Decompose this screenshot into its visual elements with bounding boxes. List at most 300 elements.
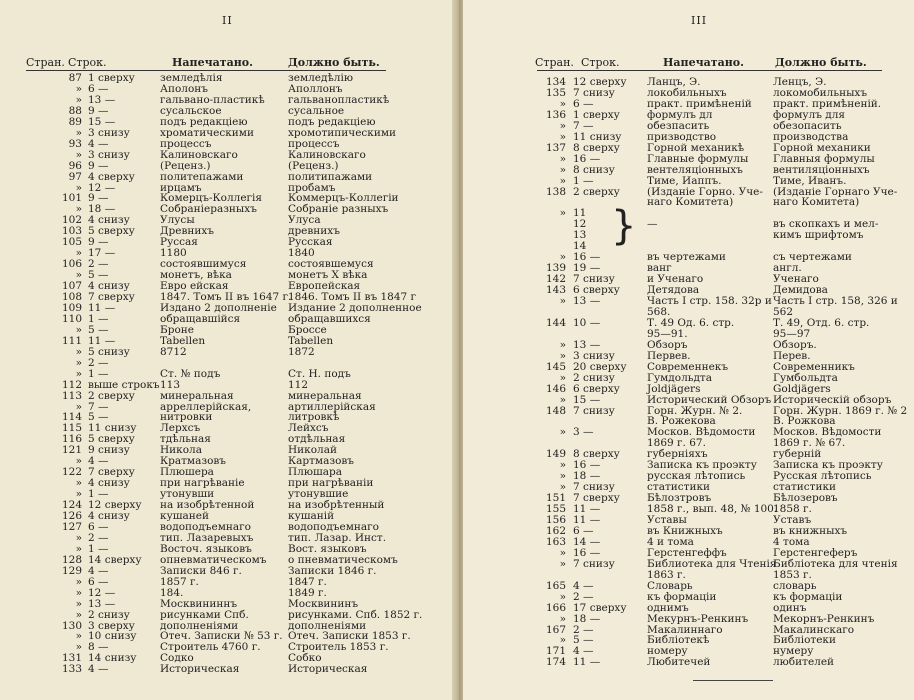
errata-row [463, 230, 914, 241]
page-cell: 106 [61, 258, 82, 271]
page-cell: » [559, 393, 566, 406]
printed-cell: Ст. № подъ [160, 367, 221, 380]
page-cell: 112 [61, 378, 82, 391]
printed-cell: 1869 г. 67. [647, 437, 706, 450]
line-cell: 2 сверху [573, 185, 620, 198]
errata-row [463, 252, 914, 263]
line-cell: 12 [573, 218, 587, 231]
page-cell: 113 [61, 389, 82, 402]
page-cell: 139 [545, 262, 566, 275]
correct-cell: хромотипическими [288, 126, 397, 139]
line-cell: 4 снизу [88, 510, 130, 522]
printed-cell: Макалиннаго [647, 623, 723, 636]
printed-cell: Собраніеразныхъ [160, 203, 257, 216]
printed-cell: Строитель 4760 г. [160, 641, 261, 654]
correct-cell: Ст. Н. подъ [288, 367, 351, 380]
correct-cell: любителей [773, 656, 835, 669]
correct-cell: Лейхсъ [288, 422, 329, 435]
page-cell: 133 [61, 663, 82, 676]
correct-cell: статистики [773, 481, 837, 494]
printed-cell: 4 и тома [647, 535, 694, 548]
line-cell: 3 снизу [88, 126, 130, 139]
errata-row [0, 391, 455, 402]
line-cell: 13 — [88, 597, 116, 610]
printed-cell: Улусы [160, 214, 195, 227]
page-cell: » [75, 542, 82, 555]
printed-cell: минеральная [160, 389, 234, 402]
errata-row [463, 384, 914, 395]
line-cell: 14 [573, 240, 587, 253]
correct-cell: монетъ X вѣка [288, 269, 368, 282]
line-cell: 12 — [88, 586, 116, 599]
line-cell: 17 — [88, 247, 116, 260]
correct-cell: Гумбольдта [773, 371, 838, 384]
line-cell: 5 снизу [88, 345, 130, 358]
page-number: III [691, 14, 708, 27]
page-cell: » [75, 367, 82, 380]
line-cell: 5 сверху [88, 433, 135, 446]
line-cell: 2 — [573, 623, 594, 636]
correct-cell: Европейская [288, 280, 361, 293]
line-cell: 7 сверху [88, 466, 135, 479]
printed-cell: въ чертежами [647, 251, 726, 264]
correct-cell: литровкѣ [288, 411, 340, 424]
correct-cell: Плюшара [288, 466, 342, 479]
printed-cell: Тиме, Иаппъ. [647, 174, 722, 187]
line-cell: 11 — [88, 301, 116, 314]
correct-cell: обращавшихся [288, 312, 371, 325]
page-cell: » [75, 203, 82, 216]
errata-row [0, 369, 455, 380]
page-cell: 130 [61, 619, 82, 632]
page-cell: 109 [61, 301, 82, 314]
correct-cell: 562 [773, 305, 794, 318]
line-cell: 16 — [573, 152, 601, 165]
header-should-be: Должно быть. [775, 56, 867, 69]
line-cell: 20 сверху [573, 360, 627, 373]
line-cell: 5 — [88, 411, 109, 424]
printed-cell: Библиотека для Чтенія [647, 557, 777, 570]
correct-cell: пробамъ [288, 181, 336, 194]
correct-cell: Горн. Журн. 1869 г. № 2 [773, 404, 908, 417]
printed-cell: процессъ [160, 137, 212, 150]
printed-cell: политепажами [160, 170, 244, 183]
line-cell: 6 сверху [573, 382, 620, 395]
line-cell: 2 снизу [573, 371, 615, 384]
page-cell: » [75, 641, 82, 654]
correct-cell: Коммерцъ-Коллегіи [288, 192, 399, 205]
line-cell: 13 [573, 229, 587, 242]
printed-cell: Детядова [647, 284, 700, 297]
line-cell: 1 — [88, 312, 109, 325]
page-cell: » [75, 126, 82, 139]
line-cell: 7 снизу [573, 86, 615, 99]
correct-cell: Историческая [288, 663, 368, 676]
correct-cell: Издание 2 дополненное [288, 301, 422, 314]
line-cell: 9 — [88, 236, 109, 249]
correct-cell: (Реценз.) [288, 159, 339, 172]
page-cell: 121 [61, 444, 82, 457]
correct-cell: 1847 г. [288, 575, 327, 588]
correct-cell: 1846. Томъ II въ 1847 г [288, 291, 417, 303]
printed-cell: состоявшимуся [160, 258, 247, 271]
printed-cell: Москов. Вѣдомости [647, 426, 756, 439]
line-cell: 11 [573, 207, 587, 220]
line-cell: 4 снизу [88, 280, 130, 293]
line-cell: 4 снизу [88, 214, 130, 227]
page-cell: 122 [61, 466, 82, 479]
printed-cell: Историческая [160, 663, 240, 676]
line-cell: 9 — [88, 159, 109, 172]
page-cell: » [75, 608, 82, 621]
printed-cell: Издано 2 дополненіе [160, 301, 277, 314]
correct-cell: Часть I стр. 158, 326 и [773, 295, 898, 307]
printed-cell: — [647, 218, 658, 231]
printed-cell: Записка къ проэкту [647, 459, 757, 472]
left-page [0, 0, 455, 700]
printed-cell: Мекурнъ-Ренкинъ [647, 612, 749, 625]
correct-cell: политипажами [288, 170, 373, 183]
errata-row [463, 395, 914, 406]
printed-cell: локобильныхъ [647, 86, 727, 99]
line-cell: 11 — [573, 656, 601, 669]
line-cell: 7 снизу [573, 481, 615, 494]
header-printed: Напечатано. [663, 56, 744, 69]
printed-cell: 184. [160, 586, 184, 599]
printed-cell: арреллерійская, [160, 400, 252, 413]
printed-cell: Любитечей [647, 656, 711, 669]
correct-cell: вентиляціонныхъ [773, 163, 870, 176]
page-cell: 114 [61, 411, 82, 424]
correct-cell: въ книжныхъ [773, 524, 848, 537]
printed-cell: 95—91. [647, 327, 688, 340]
line-cell: 18 — [573, 470, 601, 483]
page-cell: 151 [545, 492, 566, 505]
page-cell: » [559, 152, 566, 165]
printed-cell: дополненіями [160, 619, 239, 632]
printed-cell: Лерхсъ [160, 422, 201, 435]
page-cell: 131 [61, 652, 82, 665]
correct-cell: Броссе [288, 323, 327, 336]
printed-cell: опневматическомъ [160, 553, 267, 566]
correct-cell: Картмазовъ [288, 455, 354, 468]
correct-cell: Т. 49, Отд. 6. стр. [773, 316, 870, 329]
brace-glyph: } [611, 203, 637, 249]
correct-cell: Собко [288, 652, 322, 665]
page-cell: 156 [545, 514, 566, 526]
line-cell: 13 — [573, 295, 601, 307]
page-cell: 149 [545, 448, 566, 461]
page-cell: 110 [61, 312, 82, 325]
errata-row [463, 329, 914, 340]
page-cell: » [559, 426, 566, 439]
page-cell: » [75, 323, 82, 336]
line-cell: 16 — [573, 251, 601, 264]
page-cell: » [559, 338, 566, 351]
printed-cell: подъ редакціею [160, 115, 248, 128]
line-cell: 11 — [573, 514, 601, 526]
correct-cell: Ленцъ, Э. [773, 76, 827, 88]
errata-row [0, 380, 455, 391]
page-cell: 174 [545, 656, 566, 669]
correct-cell: рисунками. Спб. 1852 г. [288, 608, 423, 621]
page-cell: 111 [61, 334, 82, 347]
printed-cell: статистики [647, 481, 711, 494]
printed-cell: тдѣльная [160, 433, 211, 446]
page-cell: » [75, 247, 82, 260]
correct-cell: Современникъ [773, 360, 855, 373]
correct-cell: Николай [288, 444, 337, 457]
printed-cell: Отеч. Записки № 53 г. [160, 630, 283, 643]
errata-row [0, 347, 455, 358]
errata-row [463, 504, 914, 515]
page-cell: » [559, 557, 566, 570]
errata-row [0, 588, 455, 599]
correct-cell: подъ редакціею [288, 115, 376, 128]
page-cell: 124 [61, 499, 82, 512]
header-page: Стран. [26, 56, 65, 69]
line-cell: 19 — [573, 262, 601, 275]
line-cell: 12 — [88, 181, 116, 194]
correct-cell: водоподъемнаго [288, 520, 379, 533]
printed-cell: 1180 [160, 247, 187, 260]
page-cell: 107 [61, 280, 82, 293]
header-rule [537, 70, 882, 71]
page-cell: » [559, 119, 566, 132]
correct-cell: съ чертежами [773, 251, 852, 264]
line-cell: 2 — [88, 258, 109, 271]
page-cell: 116 [61, 433, 82, 446]
correct-cell: 1858 г. [773, 503, 812, 516]
header-rule [26, 70, 386, 71]
errata-row [463, 296, 914, 307]
printed-cell: Словарь [647, 579, 693, 592]
printed-cell: и Ученаго [647, 273, 704, 286]
page-cell: » [559, 251, 566, 264]
page-cell: 145 [545, 360, 566, 373]
correct-cell: сусальное [288, 104, 345, 117]
page-cell: » [75, 400, 82, 413]
header-should-be: Должно быть. [288, 56, 380, 69]
printed-cell: 568. [647, 305, 671, 318]
correct-cell: Уставъ [773, 514, 812, 526]
line-cell: 4 — [88, 137, 109, 150]
correct-cell: наго Комитета) [773, 196, 860, 209]
errata-row [0, 358, 455, 369]
line-cell: 14 — [573, 535, 601, 548]
printed-cell: губерніяхъ [647, 448, 708, 461]
page-cell: 97 [68, 170, 82, 183]
line-cell: 18 — [88, 203, 116, 216]
line-cell: 11 — [88, 334, 116, 347]
printed-cell: Исторический Обзоръ [647, 393, 772, 406]
errata-row [0, 172, 455, 183]
printed-cell: къ формаціи [647, 590, 717, 603]
printed-cell: Горн. Журн. № 2. [647, 404, 743, 417]
line-cell: 5 — [573, 634, 594, 647]
printed-cell: рисунками Спб. [160, 608, 249, 621]
correct-cell: Библіотеки [773, 634, 836, 647]
correct-cell: Мекорнъ-Ренкинъ [773, 612, 875, 625]
correct-cell: производства [773, 130, 849, 143]
correct-cell: Перев. [773, 349, 811, 362]
page-cell: » [75, 148, 82, 161]
correct-cell: 1853 г. [773, 568, 812, 581]
printed-cell: обращавшійся [160, 312, 241, 325]
printed-cell: (Реценз.) [160, 159, 211, 172]
correct-cell: Ученаго [773, 273, 819, 286]
page-cell: » [75, 488, 82, 501]
page-cell: 96 [68, 159, 82, 172]
correct-cell: Goldjägers [773, 382, 831, 395]
header-line: Строк. [68, 56, 107, 69]
line-cell: 3 снизу [88, 148, 130, 161]
page-cell: » [75, 93, 82, 106]
printed-cell: однимъ [647, 601, 689, 614]
correct-cell: англ. [773, 262, 802, 275]
line-cell: 6 сверху [573, 284, 620, 297]
correct-cell: при нагрѣваніи [288, 477, 374, 490]
printed-cell: Первев. [647, 349, 691, 362]
line-cell: 7 сверху [573, 492, 620, 505]
page-cell: » [559, 207, 566, 220]
line-cell: 3 снизу [573, 349, 615, 362]
printed-cell: ванг [647, 262, 672, 275]
printed-cell: Гумдольдта [647, 371, 713, 384]
printed-cell: Т. 49 Од. 6. стр. [647, 316, 735, 329]
correct-cell: кушаній [288, 510, 335, 522]
correct-cell: 1840 [288, 247, 315, 260]
printed-cell: утонувши [160, 488, 215, 501]
page-cell: 88 [68, 104, 82, 117]
correct-cell: Отеч. Записки 1853 г. [288, 630, 411, 643]
correct-cell: практ. примѣненій. [773, 97, 882, 110]
page-cell: 137 [545, 141, 566, 154]
correct-cell: Библіотека для чтенія [773, 557, 898, 570]
page-cell: 165 [545, 579, 566, 592]
page-cell: 102 [61, 214, 82, 227]
correct-cell: 4 тома [773, 535, 810, 548]
page-cell: » [559, 174, 566, 187]
line-cell: 10 снизу [88, 630, 137, 643]
errata-row [463, 165, 914, 176]
correct-cell: Улуса [288, 214, 321, 227]
line-cell: 5 сверху [88, 225, 135, 238]
page-cell: 143 [545, 284, 566, 297]
page-cell: 128 [61, 553, 82, 566]
page-cell: » [75, 181, 82, 194]
page-cell: » [75, 82, 82, 95]
line-cell: 1 — [88, 542, 109, 555]
printed-cell: Евро ейская [160, 280, 229, 293]
line-cell: 9 — [88, 192, 109, 205]
line-cell: 3 сверху [88, 619, 135, 632]
line-cell: 2 сверху [88, 389, 135, 402]
correct-cell: Тиме, Иванъ. [773, 174, 847, 187]
line-cell: 7 снизу [573, 404, 615, 417]
printed-cell: 1858 г., вып. 48, № 100. [647, 503, 778, 516]
page-cell: » [75, 630, 82, 643]
printed-cell: сусальское [160, 104, 222, 117]
line-cell: 17 сверху [573, 601, 627, 614]
page-cell: » [559, 481, 566, 494]
line-cell: 8 сверху [573, 141, 620, 154]
line-cell: 1 — [88, 367, 109, 380]
errata-row [463, 635, 914, 646]
correct-cell: 1872 [288, 345, 315, 358]
correct-cell: кимъ шрифтомъ [773, 229, 864, 242]
line-cell: 6 — [88, 82, 109, 95]
line-cell: 4 снизу [88, 477, 130, 490]
header-page: Стран. [535, 56, 574, 69]
errata-row [0, 314, 455, 325]
correct-cell: Обзоръ. [773, 338, 817, 351]
page-cell: 171 [545, 645, 566, 658]
printed-cell: номеру [647, 645, 688, 658]
correct-cell: 95—97 [773, 327, 811, 340]
errata-row [463, 603, 914, 614]
correct-cell: Горной механики [773, 141, 871, 154]
printed-cell: тип. Лазаревыхъ [160, 531, 254, 544]
printed-cell: Часть I стр. 158. 32р и [647, 295, 772, 307]
correct-cell: локомобильныхъ [773, 86, 868, 99]
page-cell: » [75, 477, 82, 490]
printed-cell: призводство [647, 130, 717, 143]
correct-cell: Москвининъ [288, 597, 359, 610]
correct-cell: Записка къ проэкту [773, 459, 883, 472]
printed-cell: Библіотекѣ [647, 634, 710, 647]
correct-cell: Tabellen [288, 334, 334, 347]
page-cell: 162 [545, 524, 566, 537]
correct-cell: гальванопластикѣ [288, 93, 390, 106]
errata-row [0, 336, 455, 347]
page-cell: » [75, 356, 82, 369]
printed-cell: при нагрѣваніе [160, 477, 245, 490]
page-cell: 163 [545, 535, 566, 548]
printed-cell: обезпасить [647, 119, 710, 132]
page-cell: 146 [545, 382, 566, 395]
correct-cell: Строитель 1853 г. [288, 641, 389, 654]
errata-row [0, 599, 455, 610]
page-cell: » [75, 269, 82, 282]
errata-row [463, 197, 914, 208]
line-cell: 7 — [88, 400, 109, 413]
correct-cell: древнихъ [288, 225, 340, 238]
printed-cell: русская лѣтопись [647, 470, 746, 483]
errata-row [0, 478, 455, 489]
errata-row [463, 373, 914, 384]
line-cell: 2 — [573, 590, 594, 603]
correct-cell: земледѣлію [288, 72, 353, 84]
line-cell: 15 — [573, 393, 601, 406]
printed-cell: Восточ. языковъ [160, 542, 252, 555]
correct-cell: Аполлонъ [288, 82, 343, 95]
errata-row [463, 657, 914, 668]
header-line: Строк. [581, 56, 620, 69]
line-cell: 16 — [573, 546, 601, 559]
page-cell: » [559, 371, 566, 384]
printed-cell: Бѣлозтровъ [647, 492, 712, 505]
right-page [463, 0, 914, 700]
page-cell: 167 [545, 623, 566, 636]
errata-row [0, 577, 455, 588]
printed-cell: Содко [160, 652, 194, 665]
printed-cell: Ланцъ, Э. [647, 76, 701, 88]
correct-cell: формулъ для [773, 108, 846, 121]
printed-cell: практ. примѣненій [647, 97, 752, 110]
page-cell: » [75, 345, 82, 358]
printed-cell: Главные формулы [647, 152, 749, 165]
